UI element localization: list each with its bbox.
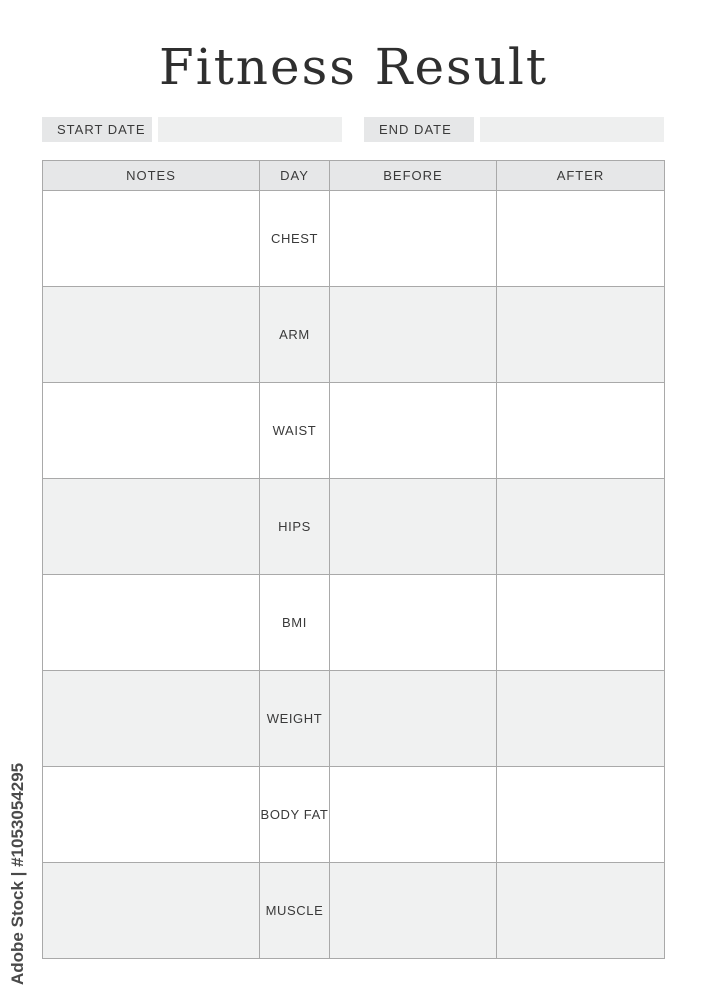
after-cell[interactable] (497, 575, 665, 671)
header-before: BEFORE (330, 161, 497, 191)
after-cell[interactable] (497, 479, 665, 575)
before-cell[interactable] (330, 287, 497, 383)
day-cell: ARM (260, 287, 330, 383)
day-cell: HIPS (260, 479, 330, 575)
after-cell[interactable] (497, 287, 665, 383)
notes-cell[interactable] (43, 863, 260, 959)
day-cell: CHEST (260, 191, 330, 287)
notes-cell[interactable] (43, 671, 260, 767)
before-cell[interactable] (330, 671, 497, 767)
page-title: Fitness Result (159, 38, 548, 96)
fitness-table (42, 160, 665, 959)
day-cell: WEIGHT (260, 671, 330, 767)
table-row (43, 479, 665, 575)
before-cell[interactable] (330, 191, 497, 287)
notes-cell[interactable] (43, 767, 260, 863)
stock-watermark-id: Adobe Stock | #1053054295 (8, 762, 27, 985)
start-date-label: START DATE (42, 117, 152, 142)
table-header-row (43, 161, 665, 191)
notes-cell[interactable] (43, 383, 260, 479)
day-cell: WAIST (260, 383, 330, 479)
day-cell: BMI (260, 575, 330, 671)
notes-cell[interactable] (43, 575, 260, 671)
end-date-field[interactable] (480, 117, 664, 142)
table-row (43, 767, 665, 863)
after-cell[interactable] (497, 383, 665, 479)
end-date-label: END DATE (364, 117, 474, 142)
header-after: AFTER (497, 161, 665, 191)
after-cell[interactable] (497, 767, 665, 863)
day-cell: MUSCLE (260, 863, 330, 959)
before-cell[interactable] (330, 575, 497, 671)
before-cell[interactable] (330, 767, 497, 863)
notes-cell[interactable] (43, 191, 260, 287)
table-row (43, 383, 665, 479)
table-row (43, 575, 665, 671)
start-date-field[interactable] (158, 117, 342, 142)
table-row (43, 863, 665, 959)
day-cell: BODY FAT (260, 767, 330, 863)
after-cell[interactable] (497, 863, 665, 959)
table-row (43, 671, 665, 767)
notes-cell[interactable] (43, 479, 260, 575)
before-cell[interactable] (330, 383, 497, 479)
notes-cell[interactable] (43, 287, 260, 383)
after-cell[interactable] (497, 191, 665, 287)
before-cell[interactable] (330, 863, 497, 959)
table-row (43, 191, 665, 287)
table-row (43, 287, 665, 383)
before-cell[interactable] (330, 479, 497, 575)
after-cell[interactable] (497, 671, 665, 767)
header-day: DAY (260, 161, 330, 191)
header-notes: NOTES (43, 161, 260, 191)
